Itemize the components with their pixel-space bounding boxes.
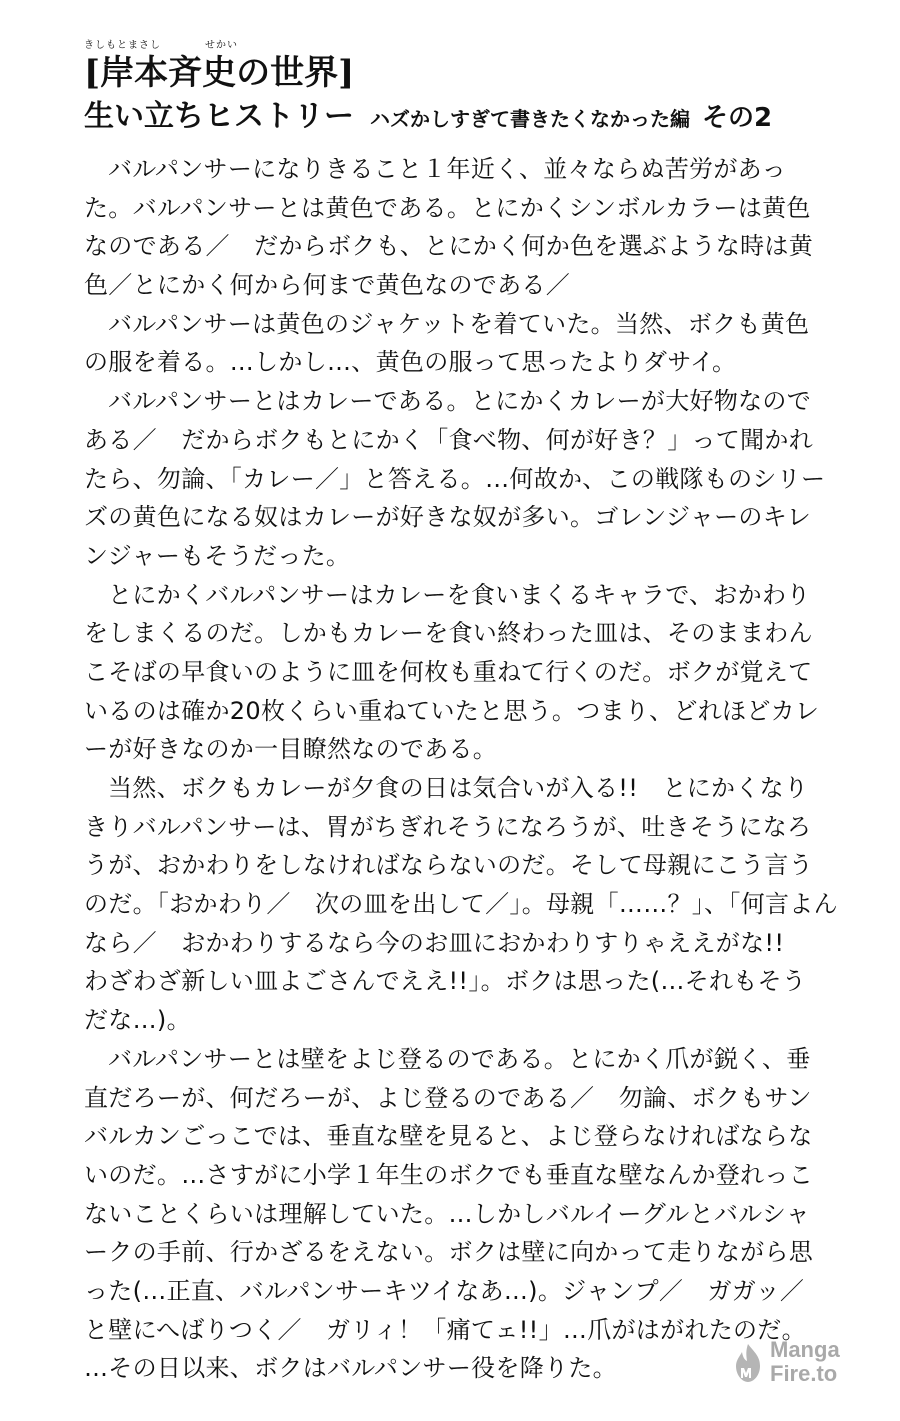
text-line: とにかくバルパンサーはカレーを食いまくるキャラで、おかわり bbox=[108, 580, 811, 609]
text-line: ーが好きなのか一目瞭然なのである。 bbox=[84, 735, 498, 764]
text-line: と壁にへばりつく／ ガリィ！「痛てェ!!」…爪がはがれたのだ。 bbox=[84, 1315, 806, 1344]
text-line: バルパンサーは黄色のジャケットを着ていた。当然、ボクも黄色 bbox=[108, 309, 810, 338]
text-line: いのだ。…さすがに小学１年生のボクでも垂直な壁なんか登れっこ bbox=[84, 1160, 813, 1189]
text-line: バルパンサーとは壁をよじ登るのである。とにかく爪が鋭く、垂 bbox=[108, 1044, 811, 1073]
text-line: 直だろーが、何だろーが、よじ登るのである／ 勿論、ボクもサン bbox=[84, 1083, 812, 1112]
text-line: …その日以来、ボクはバルパンサー役を降りた。 bbox=[84, 1354, 617, 1383]
text-line: なら／ おかわりするなら今のお皿におかわりすりゃええがな!! bbox=[84, 928, 785, 957]
text-line: きりバルパンサーは、胃がちぎれそうになろうが、吐きそうになろ bbox=[84, 812, 812, 841]
subtitle-row bbox=[84, 95, 844, 145]
text-line: わざわざ新しい皿よごさんでええ!!」。ボクは思った(…それもそう bbox=[84, 967, 807, 996]
subtitle-note: ハズかしすぎて書きたくなかった編 bbox=[370, 107, 690, 131]
text-line: たら、勿論、「カレー／」と答える。…何故か、この戦隊ものシリー bbox=[84, 464, 826, 493]
text-line: こそばの早食いのように皿を何枚も重ねて行くのだ。ボクが覚えて bbox=[84, 657, 813, 686]
watermark-text bbox=[770, 1338, 840, 1386]
text-line: 当然、ボクもカレーが夕食の日は気合いが入る!! とにかくなり bbox=[108, 774, 809, 802]
flame-logo-icon bbox=[732, 1342, 764, 1384]
text-line: うが、おかわりをしなければならないのだ。そして母親にこう言う bbox=[84, 851, 813, 880]
text-line: をしまくるのだ。しかもカレーを食い終わった皿は、そのままわん bbox=[84, 619, 813, 648]
text-line: バルカンごっこでは、垂直な壁を見ると、よじ登らなければならな bbox=[84, 1122, 813, 1151]
text-line: ンジャーもそうだった。 bbox=[84, 541, 351, 570]
text-line: バルパンサーになりきること１年近く、並々ならぬ苦労があっ bbox=[108, 155, 786, 183]
text-line: いるのは確か20枚くらい重ねていたと思う。つまり、どれほどカレ bbox=[84, 696, 820, 725]
article-title: [岸本斉史の世界] bbox=[84, 53, 355, 93]
body-text bbox=[84, 150, 844, 1388]
watermark-line-1: Manga bbox=[770, 1337, 840, 1362]
text-line: 色／とにかく何から何まで黄色なのである／ bbox=[84, 271, 570, 300]
article-header bbox=[84, 40, 844, 94]
title-ruby: きしもとまさし せかい bbox=[84, 40, 238, 51]
text-line: バルパンサーとはカレーである。とにかくカレーが大好物なので bbox=[108, 387, 812, 416]
text-line: た。バルパンサーとは黄色である。とにかくシンボルカラーは黄色 bbox=[84, 193, 811, 222]
text-line: ークの手前、行かざるをえない。ボクは壁に向かって走りながら思 bbox=[84, 1238, 813, 1267]
text-line: の服を着る。…しかし…、黄色の服って思ったよりダサイ。 bbox=[84, 348, 737, 377]
text-line: ある／ だからボクもとにかく「食べ物、何が好き？」って聞かれ bbox=[84, 425, 813, 454]
text-line: のだ。「おかわり／ 次の皿を出して／」。母親「……？」、「何言よん bbox=[84, 890, 838, 919]
text-line: なのである／ だからボクも、とにかく何か色を選ぶような時は黄 bbox=[84, 232, 813, 261]
subtitle-part: その2 bbox=[702, 103, 773, 133]
watermark-line-2: Fire.to bbox=[770, 1361, 838, 1386]
text-line: ズの黄色になる奴はカレーが好きな奴が多い。ゴレンジャーのキレ bbox=[84, 503, 812, 532]
text-line: だな…)。 bbox=[84, 1006, 191, 1035]
subtitle-main: 生い立ちヒストリー bbox=[84, 99, 354, 134]
text-line: ないことくらいは理解していた。…しかしバルイーグルとバルシャ bbox=[84, 1199, 810, 1228]
site-watermark bbox=[732, 1330, 892, 1400]
text-line: った(…正直、バルパンサーキツイなあ…)。ジャンプ／ ガガッ／ bbox=[84, 1276, 805, 1305]
